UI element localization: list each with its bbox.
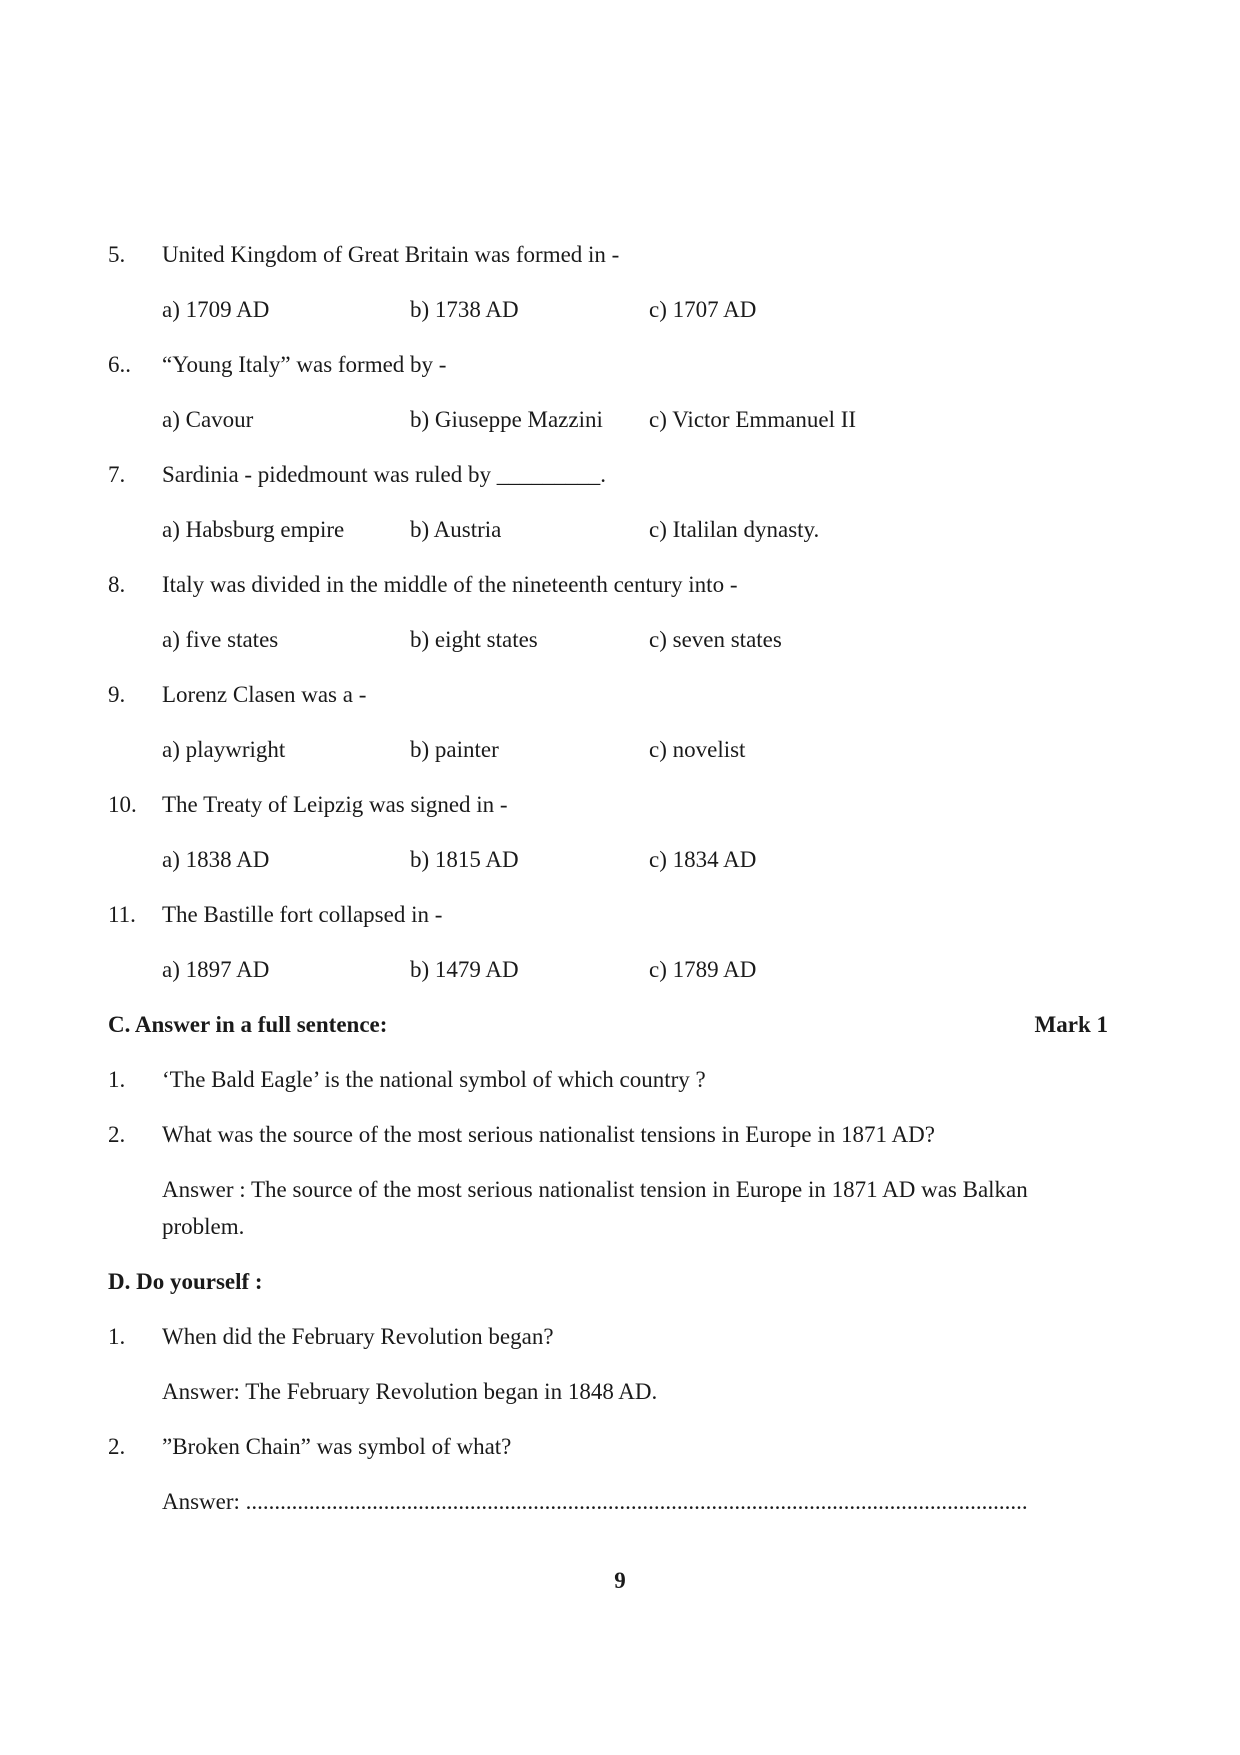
option-a: a) five states (162, 627, 279, 652)
option-c: c) 1707 AD (649, 297, 757, 322)
option-b: b) 1815 AD (410, 847, 519, 872)
question-number: 1. (108, 1067, 126, 1092)
question-10 (108, 788, 1108, 822)
option-a: a) 1838 AD (162, 847, 270, 872)
question-11 (108, 898, 1108, 932)
question-text: Sardinia - pidedmount was ruled by _________. (162, 462, 606, 487)
question-text: United Kingdom of Great Britain was formed in - (162, 242, 620, 267)
option-c: c) Italilan dynasty. (649, 517, 820, 542)
page-number: 9 (614, 1568, 626, 1593)
options-11 (108, 953, 1108, 987)
question-9 (108, 678, 1108, 712)
section-c-answer-2: Answer : The source of the most serious nationalist tension in Europe in 1871 AD was Balkan problem. (162, 1177, 1028, 1239)
option-b: b) Austria (410, 517, 502, 542)
question-7 (108, 458, 1108, 492)
option-c: c) novelist (649, 737, 746, 762)
option-c: c) seven states (649, 627, 782, 652)
section-d-question-1 (108, 1320, 1108, 1354)
question-number: 6.. (108, 352, 131, 377)
option-a: a) 1897 AD (162, 957, 270, 982)
options-10 (108, 843, 1108, 877)
option-a: a) Cavour (162, 407, 254, 432)
section-heading: C. Answer in a full sentence: (108, 1012, 388, 1037)
question-text: What was the source of the most serious nationalist tensions in Europe in 1871 AD? (162, 1122, 935, 1147)
option-b: b) 1738 AD (410, 297, 519, 322)
option-b: b) Giuseppe Mazzini (410, 407, 603, 432)
question-8 (108, 568, 1108, 602)
section-c-header (108, 1008, 1108, 1042)
question-6 (108, 348, 1108, 382)
option-a: a) Habsburg empire (162, 517, 345, 542)
section-d-answer-1: Answer: The February Revolution began in 1848 AD. (162, 1379, 658, 1404)
section-d-header (108, 1265, 1108, 1299)
question-number: 2. (108, 1122, 126, 1147)
option-b: b) 1479 AD (410, 957, 519, 982)
section-c-question-2 (108, 1118, 1108, 1152)
question-text: ”Broken Chain” was symbol of what? (162, 1434, 512, 1459)
option-c: c) 1834 AD (649, 847, 757, 872)
question-5 (108, 238, 1108, 272)
section-d-question-2 (108, 1430, 1108, 1464)
question-number: 8. (108, 572, 126, 597)
mark-label: Mark 1 (1034, 1012, 1108, 1037)
option-c: c) Victor Emmanuel II (649, 407, 857, 432)
question-number: 9. (108, 682, 126, 707)
options-9 (108, 733, 1108, 767)
options-7 (108, 513, 1108, 547)
section-d-answer-blank: Answer: ........................................................................................................................................ (162, 1489, 1028, 1514)
option-b: b) painter (410, 737, 499, 762)
options-8 (108, 623, 1108, 657)
section-heading: D. Do yourself : (108, 1269, 263, 1294)
question-number: 2. (108, 1434, 126, 1459)
question-text: The Treaty of Leipzig was signed in - (162, 792, 508, 817)
option-b: b) eight states (410, 627, 538, 652)
section-c-question-1 (108, 1063, 1108, 1097)
question-text: ‘The Bald Eagle’ is the national symbol of which country ? (162, 1067, 706, 1092)
question-number: 10. (108, 792, 137, 817)
question-number: 1. (108, 1324, 126, 1349)
options-6 (108, 403, 1108, 437)
option-a: a) playwright (162, 737, 286, 762)
option-c: c) 1789 AD (649, 957, 757, 982)
question-text: The Bastille fort collapsed in - (162, 902, 443, 927)
question-text: Italy was divided in the middle of the nineteenth century into - (162, 572, 738, 597)
options-5 (108, 293, 1108, 327)
question-text: When did the February Revolution began? (162, 1324, 554, 1349)
question-number: 7. (108, 462, 126, 487)
question-number: 11. (108, 902, 136, 927)
option-a: a) 1709 AD (162, 297, 270, 322)
question-text: Lorenz Clasen was a - (162, 682, 367, 707)
question-number: 5. (108, 242, 126, 267)
question-text: “Young Italy” was formed by - (162, 352, 447, 377)
